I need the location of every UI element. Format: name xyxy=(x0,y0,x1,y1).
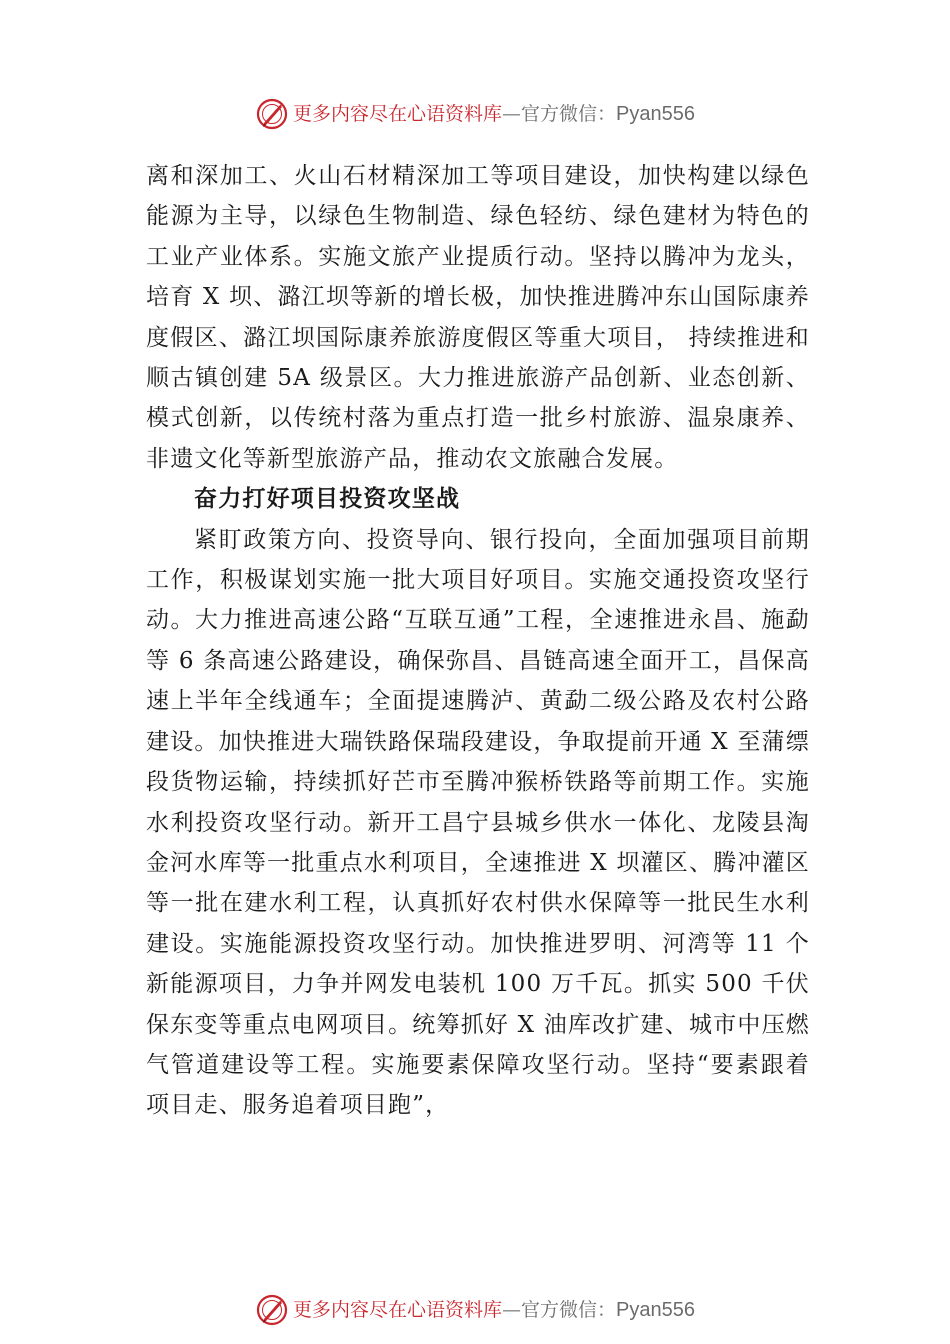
section-heading: 奋力打好项目投资攻坚战 xyxy=(194,485,461,513)
footer-watermark xyxy=(0,1290,950,1330)
document-body xyxy=(146,156,810,1126)
watermark-sub-text: 官方微信： xyxy=(521,1298,617,1321)
watermark-dash: — xyxy=(502,1298,522,1321)
watermark-main-text: 更多内容尽在心语资料库 xyxy=(293,1298,503,1321)
watermark-main-text: 更多内容尽在心语资料库 xyxy=(293,102,503,125)
watermark-wechat-id: Pyan556 xyxy=(616,1299,695,1321)
quill-seal-icon xyxy=(255,97,289,131)
paragraph-investment: 紧盯政策方向、投资导向、银行投向，全面加强项目前期工作，积极谋划实施一批大项目好项目。实施交通投资攻坚行动。大力推进高速公路“互联互通”工程，全速推进永昌、施勐等 6 条高速公路建设，确保弥昌、昌链高速全面开工，昌保高速上半年全线通车；全面提速腾泸、黄勐二级公路及农村公路建设。加快推进大瑞铁路保瑞段建设，争取提前开通 X 至蒲缥段货物运输，持续抓好芒市至腾冲猴桥铁路等前期工作。实施水利投资攻坚行动。新开工昌宁县城乡供水一体化、龙陵县淘金河水库等一批重点水利项目，全速推进 X 坝灌区、腾冲灌区等一批在建水利工程，认真抓好农村供水保障等一批民生水利建设。实施能源投资攻坚行动。加快推进罗明、河湾等 11 个新能源项目，力争并网发电装机 100 万千瓦。抓实 500 千伏保东变等重点电网项目。统筹抓好 X 油库改扩建、城市中压燃气管道建设等工程。实施要素保障攻坚行动。坚持“要素跟着项目走、服务追着项目跑”， xyxy=(146,526,810,1119)
watermark-sub-text: 官方微信： xyxy=(521,102,617,125)
quill-seal-icon xyxy=(255,1293,289,1327)
watermark-wechat-id: Pyan556 xyxy=(616,103,695,125)
watermark-dash: — xyxy=(502,102,522,125)
header-watermark xyxy=(0,94,950,134)
paragraph-continuation: 离和深加工、火山石材精深加工等项目建设，加快构建以绿色能源为主导，以绿色生物制造、绿色轻纺、绿色建材为特色的工业产业体系。实施文旅产业提质行动。坚持以腾冲为龙头，培育 X 坝、潞江坝等新的增长极，加快推进腾冲东山国际康养度假区、潞江坝国际康养旅游度假区等重大项目， 持续推进和顺古镇创建 5A 级景区。大力推进旅游产品创新、业态创新、模式创新，以传统村落为重点打造一批乡村旅游、温泉康养、非遗文化等新型旅游产品，推动农文旅融合发展。 xyxy=(146,163,810,472)
